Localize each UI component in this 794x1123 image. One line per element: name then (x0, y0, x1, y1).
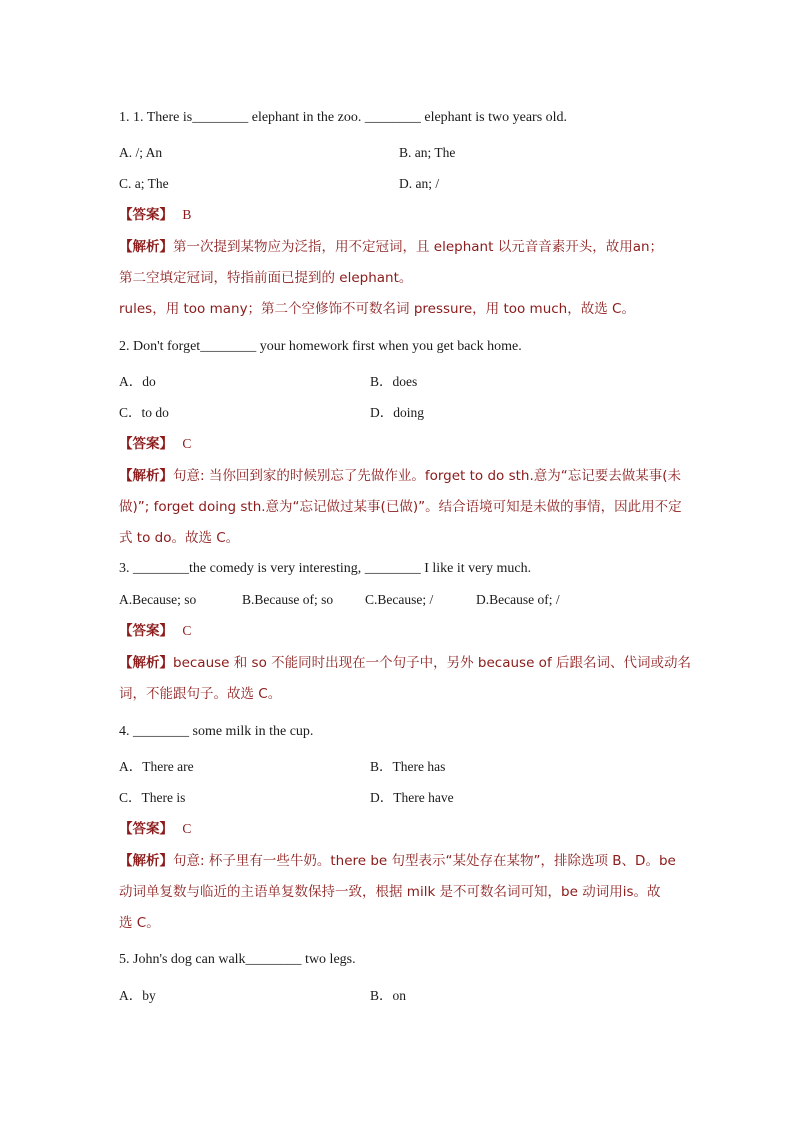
question-4-option-a: A．There are (119, 759, 194, 774)
question-4-stem: 4. ________ some milk in the cup. (119, 724, 314, 739)
answer-value: C (182, 436, 192, 451)
question-2-analysis-line-3: 式 to do。故选 C。 (119, 530, 240, 546)
question-1-option-c: C. a; The (119, 176, 169, 191)
question-1-answer (119, 205, 191, 225)
question-4-option-c: C．There is (119, 790, 186, 805)
answer-tag: 【答案】 (119, 207, 173, 223)
question-3-analysis-line-1 (119, 653, 691, 673)
question-4-analysis-line-1 (119, 851, 676, 871)
question-1-analysis-line-3: rules，用 too many；第二个空修饰不可数名词 pressure，用 too much，故选 C。 (119, 301, 635, 317)
answer-tag: 【答案】 (119, 623, 173, 639)
question-4-answer (119, 819, 191, 839)
question-5-option-a: A．by (119, 988, 156, 1003)
analysis-tag: 【解析】 (119, 655, 173, 671)
question-1-option-b: B. an; The (399, 145, 456, 160)
answer-value: C (182, 821, 192, 836)
question-1-option-d: D. an; / (399, 176, 440, 191)
question-4-analysis-line-2: 动词单复数与临近的主语单复数保持一致，根据 milk 是不可数名词可知，be 动词用is。故 (119, 884, 661, 900)
analysis-text: because 和 so 不能同时出现在一个句子中，另外 because of 后跟名词、代词或动名 (173, 655, 691, 671)
answer-tag: 【答案】 (119, 821, 173, 837)
question-3-answer (119, 621, 191, 641)
question-3-option-d: D.Because of; / (476, 592, 560, 607)
question-2-option-c: C．to do (119, 405, 169, 420)
question-1-stem: 1. 1. There is________ elephant in the zoo. ________ elephant is two years old. (119, 110, 568, 125)
question-4-option-b: B．There has (370, 759, 446, 774)
question-3-analysis-line-2: 词，不能跟句子。故选 C。 (119, 686, 282, 702)
answer-tag: 【答案】 (119, 436, 173, 452)
question-2-analysis-line-2: 做)”; forget doing sth.意为“忘记做过某事(已做)”。结合语境可知是未做的事情，因此用不定 (119, 499, 682, 515)
question-3-option-b: B.Because of; so (242, 592, 334, 607)
question-2-option-d: D．doing (370, 405, 424, 420)
question-1-option-a: A. /; An (119, 145, 163, 160)
analysis-text: 第一次提到某物应为泛指，用不定冠词，且 elephant 以元音音素开头，故用an； (173, 239, 664, 255)
question-2-analysis-line-1 (119, 466, 681, 486)
question-2-answer (119, 434, 191, 454)
answer-value: C (182, 623, 192, 638)
analysis-tag: 【解析】 (119, 468, 173, 484)
question-1-analysis-line-1 (119, 237, 663, 257)
analysis-text: 句意: 当你回到家的时候别忘了先做作业。forget to do sth.意为“忘记要去做某事(未 (173, 468, 682, 484)
question-3-option-a: A.Because; so (119, 592, 197, 607)
question-1-analysis-line-2: 第二空填定冠词，特指前面已提到的 elephant。 (119, 270, 413, 286)
answer-value: B (182, 207, 192, 222)
analysis-tag: 【解析】 (119, 853, 173, 869)
question-2-option-b: B．does (370, 374, 418, 389)
question-5-option-b: B．on (370, 988, 407, 1003)
question-3-option-c: C.Because; / (365, 592, 434, 607)
question-5-stem: 5. John's dog can walk________ two legs. (119, 952, 356, 967)
analysis-tag: 【解析】 (119, 239, 173, 255)
analysis-text: 句意: 杯子里有一些牛奶。there be 句型表示“某处存在某物”，排除选项 B、D。be (173, 853, 676, 869)
question-4-analysis-line-3: 选 C。 (119, 915, 160, 931)
question-3-stem: 3. ________the comedy is very interesting, ________ I like it very much. (119, 561, 532, 576)
question-2-option-a: A．do (119, 374, 156, 389)
question-4-option-d: D．There have (370, 790, 454, 805)
question-2-stem: 2. Don't forget________ your homework first when you get back home. (119, 339, 522, 354)
